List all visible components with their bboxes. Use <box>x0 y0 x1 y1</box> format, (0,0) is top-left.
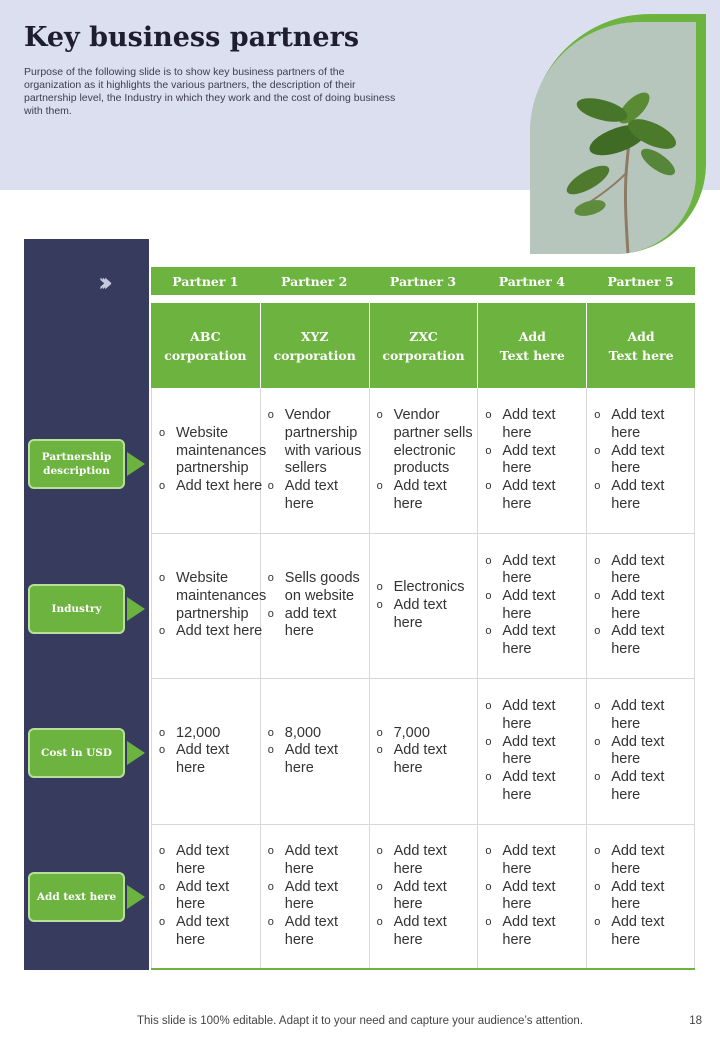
corporation-cell <box>586 303 695 388</box>
row-arrow-icon <box>127 452 145 476</box>
bullet-item: o Add text here <box>267 478 365 513</box>
bullet-item: o Add text here <box>593 914 690 949</box>
table-cell <box>369 534 478 679</box>
corporation-name: corporation <box>382 347 465 363</box>
table-cell <box>586 679 695 824</box>
table-row <box>151 388 695 534</box>
bullet-item: o Add text here <box>484 623 582 658</box>
partner-header: Partner 3 <box>389 273 457 289</box>
corporation-cell <box>151 303 260 388</box>
row-label-text: Industry <box>51 603 102 615</box>
bullet-item: o Add text here <box>267 742 365 777</box>
corporation-name: Add <box>627 328 655 344</box>
bullet-item: o Sells goods on website <box>267 570 365 605</box>
bullet-item: o Add text here <box>593 407 690 442</box>
table-cell <box>151 679 260 824</box>
table-cell <box>369 825 478 969</box>
corporation-name: ABC <box>190 328 221 344</box>
table-cell <box>260 534 369 679</box>
bullet-item: o Website maintenances partnership <box>158 570 266 623</box>
table-cell <box>260 825 369 969</box>
table-cell <box>477 388 586 533</box>
partner-header: Partner 4 <box>498 273 565 289</box>
bullet-item: o Add text here <box>593 698 690 733</box>
table-cell <box>260 679 369 824</box>
corporation-name: XYZ <box>300 328 329 344</box>
bullet-item: o Add text here <box>158 879 256 914</box>
table-cell <box>151 534 267 679</box>
table-row <box>151 534 695 680</box>
bullet-item: o Add text here <box>593 769 690 804</box>
page-title: Key business partners <box>24 22 360 53</box>
page-subtitle: Purpose of the following slide is to show key business partners of the organization as it highlights the various partners, the description of their partnership level, the Industry in which they work and the cost of doing business with them. <box>24 66 396 117</box>
corporation-name: Text here <box>499 347 565 363</box>
table-cell <box>151 388 267 533</box>
corporation-name: Add <box>518 328 546 344</box>
row-arrow-icon <box>127 597 145 621</box>
row-arrow-icon <box>127 885 145 909</box>
bullet-item: o Vendor partnership with various sellers <box>267 407 365 478</box>
chevrons-right-icon: ››› <box>98 268 106 298</box>
table-cell <box>369 679 478 824</box>
row-label-text: Cost in USD <box>41 747 112 759</box>
corporation-name: corporation <box>273 347 356 363</box>
bullet-item: o Website maintenances partnership <box>158 425 266 478</box>
bullet-item: o Add text here <box>484 407 582 442</box>
bullet-item: o Add text here <box>593 843 690 878</box>
row-label-text: Partnership <box>41 451 112 463</box>
corporation-cell <box>477 303 586 388</box>
partner-header: Partner 1 <box>172 273 239 289</box>
bullet-item: o Add text here <box>484 769 582 804</box>
table-cell <box>586 388 695 533</box>
footer-text: This slide is 100% editable. Adapt it to your need and capture your audience’s attention. <box>136 1015 584 1027</box>
partner-header: Partner 5 <box>607 273 674 289</box>
table-cell <box>477 534 586 679</box>
table-row <box>151 825 695 971</box>
bullet-item: o add text here <box>267 606 365 641</box>
bullet-item: o Vendor partner sells electronic products <box>376 407 474 478</box>
row-label-cost <box>28 728 125 778</box>
bullet-item: o Add text here <box>593 623 690 658</box>
bullet-item: o Add text here <box>593 734 690 769</box>
bullet-item: o Add text here <box>158 478 266 496</box>
bullet-item: o Add text here <box>158 623 266 641</box>
bullet-item: o Add text here <box>376 478 474 513</box>
bullet-item: o Add text here <box>267 914 365 949</box>
bullet-item: o Add text here <box>484 879 582 914</box>
bullet-item: o Add text here <box>484 734 582 769</box>
bullet-item: o Add text here <box>593 443 690 478</box>
bullet-item: o Add text here <box>593 553 690 588</box>
table-cell <box>477 825 586 969</box>
bullet-item: o Add text here <box>484 478 582 513</box>
bullet-item: o Add text here <box>484 553 582 588</box>
bullet-item: o Add text here <box>484 698 582 733</box>
bullet-item: o Add text here <box>484 588 582 623</box>
corporation-name: corporation <box>164 347 247 363</box>
corporation-name: ZXC <box>409 328 438 344</box>
table-cell <box>369 388 478 533</box>
row-arrow-icon <box>127 741 145 765</box>
row-label-industry <box>28 584 125 634</box>
table-cell <box>151 825 260 969</box>
bullet-item: o 12,000 <box>158 725 256 743</box>
bullet-item: o Add text here <box>593 588 690 623</box>
table-cell <box>586 825 695 969</box>
table-row <box>151 679 695 825</box>
bullet-item: o Electronics <box>376 579 474 597</box>
bullet-item: o Add text here <box>158 914 256 949</box>
bullet-item: o Add text here <box>376 742 474 777</box>
bullet-item: o Add text here <box>376 914 474 949</box>
bullet-item: o Add text here <box>593 879 690 914</box>
page-number: 18 <box>689 1015 702 1027</box>
bullet-item: o Add text here <box>158 843 256 878</box>
bullet-item: o Add text here <box>484 843 582 878</box>
row-label-add-text <box>28 872 125 922</box>
bullet-item: o Add text here <box>484 914 582 949</box>
bullet-item: o Add text here <box>376 879 474 914</box>
bullet-item: o Add text here <box>158 742 256 777</box>
table-cell <box>260 388 369 533</box>
corporation-cell <box>369 303 478 388</box>
bullet-item: o Add text here <box>376 597 474 632</box>
corporation-row <box>151 303 695 388</box>
bullet-item: o Add text here <box>593 478 690 513</box>
row-label-text: Add text here <box>36 891 117 903</box>
bullet-item: o Add text here <box>484 443 582 478</box>
partner-header: Partner 2 <box>281 273 348 289</box>
corporation-name: Text here <box>608 347 674 363</box>
partner-header-row <box>151 267 695 295</box>
partners-table <box>151 303 695 970</box>
row-label-partnership <box>28 439 125 489</box>
corporation-cell <box>260 303 369 388</box>
table-cell <box>477 679 586 824</box>
table-cell <box>586 534 695 679</box>
bullet-item: o 7,000 <box>376 725 474 743</box>
bullet-item: o Add text here <box>267 843 365 878</box>
row-label-text: description <box>43 465 110 477</box>
bullet-item: o Add text here <box>267 879 365 914</box>
bullet-item: o Add text here <box>376 843 474 878</box>
bullet-item: o 8,000 <box>267 725 365 743</box>
